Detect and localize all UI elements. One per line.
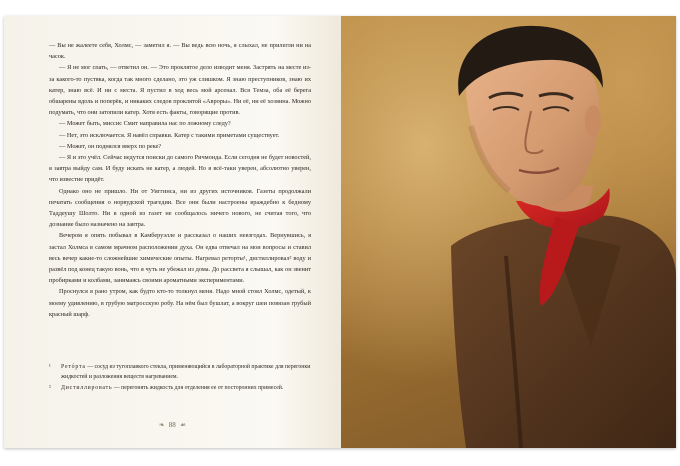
right-page [341,16,676,448]
paragraph: Однако оно не пришло. Ни от Уиггинса, ни из других источников. Газеты продолжали печатать сообщения о норвудской трагедии. Все они были настроены враждебно к бедному Таддеушу Шолто. Ни в одной из газет не сообщалось ничего нового, не считая того, что дознание было назначено на завтра. [49,187,311,229]
ornament-left-icon: ❧ [158,421,165,429]
footnote-text: — сосуд из тугоплавкого стекла, применяющийся в лабораторной практике для перегонки жидкостей и разложения веществ нагреванием. [61,364,311,380]
paragraph: — Я не мог спать, — ответил он. — Это проклятое дело изводит меня. Застрять на месте из-за какого-то пустяка, когда так много сделано, это уж слишком. Я знаю преступников, знаю их катер, знаю всё. И ни с места. Я пустил в ход весь мой арсенал. Вся Темза, оба её берега обшарены вдоль и поперёк, и никаких следов проклятой «Авроры». Ни её, ни её хозяина. Можно подумать, что они затопили катер. Хотя есть факты, говорящие против. [49,64,311,117]
paragraph: — Может, он поднялся вверх по реке? [59,142,162,150]
page-footer [4,421,341,429]
paragraph: — Нет, это исключается. Я навёл справки. Катер с такими приметами существует. [59,131,280,139]
paragraph: — Вы не жалеете себя, Холмс, — заметил я. — Вы ведь всю ночь, я слыхал, не прилегли ни на часок. [49,42,311,61]
footnote-number: ² [49,385,51,392]
body-text [49,40,311,320]
footnote-term: Дистиллировать [61,385,113,392]
left-page [4,16,341,448]
page-number: 88 [168,421,176,429]
footnote-term: Ретóрта [61,364,86,370]
paragraph: Вечером я опять побывал в Камберуэлле и рассказал о наших невзгодах. Вернувшись, я застал Холмса в самом мрачном расположении духа. Он едва отвечал на мои вопросы и ставил весь вечер какие-то сложнейшие химические опыты. Нагревал реторты¹, дистиллировал² воду и развёл под конец такую вонь, что я чуть не убежал из дома. До рассвета я слышал, как он звенит пробирками и колбами, занимаясь своими ароматными экспериментами. [49,232,311,285]
footnote-number: ¹ [49,364,51,370]
footnotes [49,363,311,396]
paragraph: — Может быть, миссис Смит направила нас по ложному следу? [59,120,231,128]
footnote [49,384,311,394]
footnote [49,363,311,382]
holmes-portrait-illustration [341,16,676,448]
book-spread [4,16,676,448]
ornament-right-icon: ☙ [179,421,187,429]
ear [585,105,601,137]
paragraph: Проснулся я рано утром, как будто кто-то толкнул меня. Надо мной стоял Холмс, одетый, к моему удивлению, в грубую матросскую робу. На нём был бушлат, а вокруг шеи повязан грубый красный шарф. [49,288,311,318]
paragraph: — Я и это учёл. Сейчас ведутся поиски до самого Ричмонда. Если сегодня не будет новостей, я завтра выйду сам. И буду искать не катер, а людей. Но я всё-таки уверен, абсолютно уверен, что известие придёт. [49,154,311,184]
footnote-text: — перегонять жидкость для отделения ее от посторонних примесей. [112,385,284,392]
